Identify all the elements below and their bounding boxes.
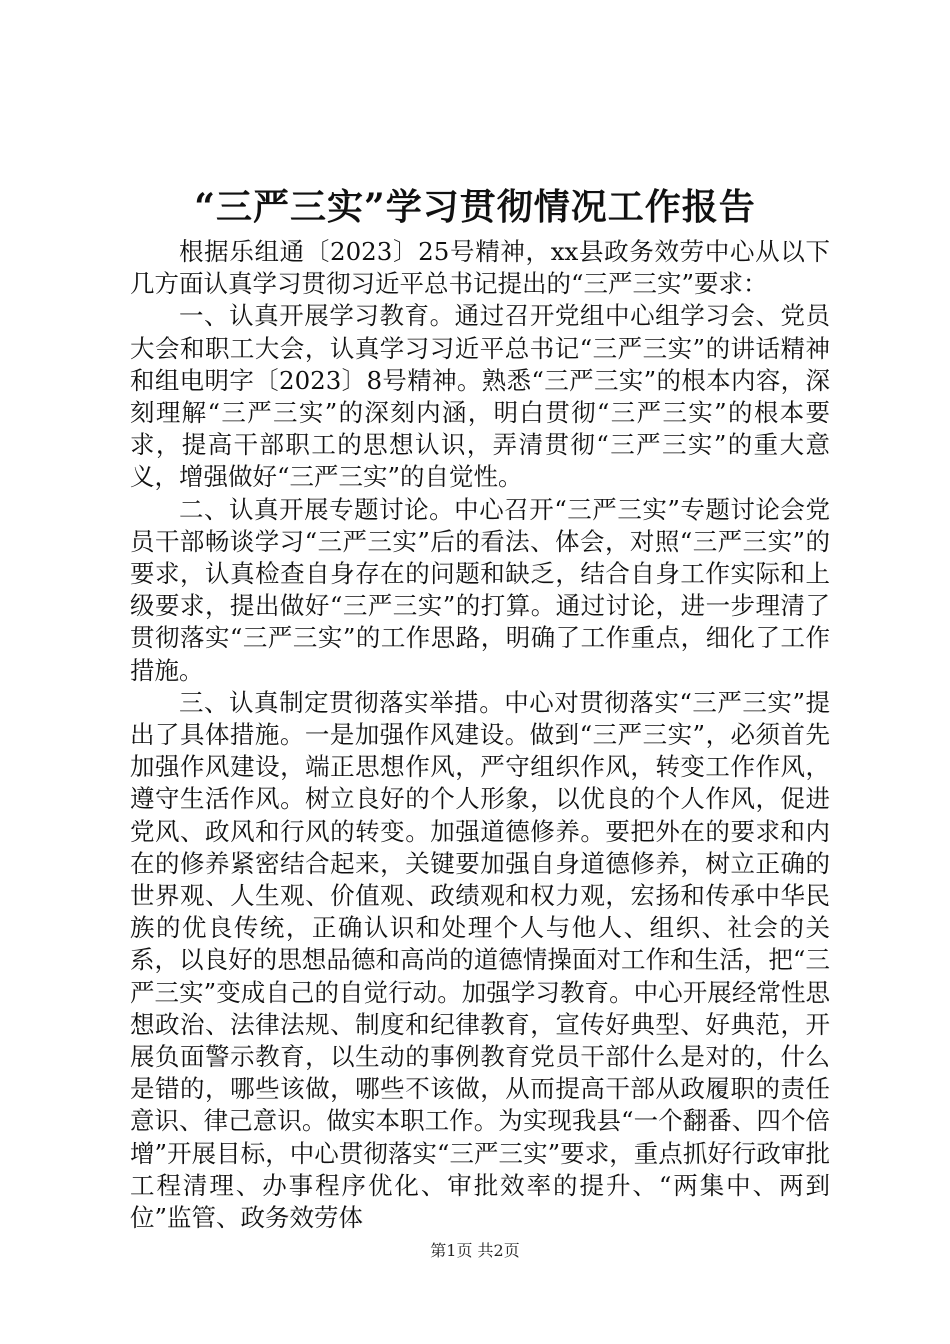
- paragraph-section-2: 二、认真开展专题讨论。中心召开“三严三实”专题讨论会党员干部畅谈学习“三严三实”后的看法、体会，对照“三严三实”的要求，认真检查自身存在的问题和缺乏，结合自身工作实际和上级要求，提出做好“三严三实”的打算。通过讨论，进一步理清了贯彻落实“三严三实”的工作思路，明确了工作重点，细化了工作措施。: [130, 494, 830, 685]
- document-body: [130, 236, 830, 1234]
- paragraph-section-1: 一、认真开展学习教育。通过召开党组中心组学习会、党员大会和职工大会，认真学习习近平总书记“三严三实”的讲话精神和组电明字〔2023〕8号精神。熟悉“三严三实”的根本内容，深刻理解“三严三实”的深刻内涵，明白贯彻“三严三实”的根本要求，提高干部职工的思想认识，弄清贯彻“三严三实”的重大意义，增强做好“三严三实”的自觉性。: [130, 301, 830, 492]
- paragraph-intro: 根据乐组通〔2023〕25号精神，xx县政务效劳中心从以下几方面认真学习贯彻习近平总书记提出的“三严三实”要求：: [130, 237, 830, 299]
- page-footer: 第1页 共2页: [430, 1241, 520, 1260]
- document-title: “三严三实”学习贯彻情况工作报告: [194, 186, 756, 228]
- paragraph-section-3: 三、认真制定贯彻落实举措。中心对贯彻落实“三严三实”提出了具体措施。一是加强作风建设。做到“三严三实”，必须首先加强作风建设，端正思想作风，严守组织作风，转变工作作风，遵守生活作风。树立良好的个人形象，以优良的个人作风，促进党风、政风和行风的转变。加强道德修养。要把外在的要求和内在的修养紧密结合起来，关键要加强自身道德修养，树立正确的世界观、人生观、价值观、政绩观和权力观，宏扬和传承中华民族的优良传统，正确认识和处理个人与他人、组织、社会的关系，以良好的思想品德和高尚的道德情操面对工作和生活，把“三严三实”变成自己的自觉行动。加强学习教育。中心开展经常性思想政治、法律法规、制度和纪律教育，宣传好典型、好典范，开展负面警示教育，以生动的事例教育党员干部什么是对的，什么是错的，哪些该做，哪些不该做，从而提高干部从政履职的责任意识、律己意识。做实本职工作。为实现我县“一个翻番、四个倍增”开展目标，中心贯彻落实“三严三实”要求，重点抓好行政审批工程清理、办事程序优化、审批效率的提升、“两集中、两到位”监管、政务效劳体: [130, 687, 830, 1233]
